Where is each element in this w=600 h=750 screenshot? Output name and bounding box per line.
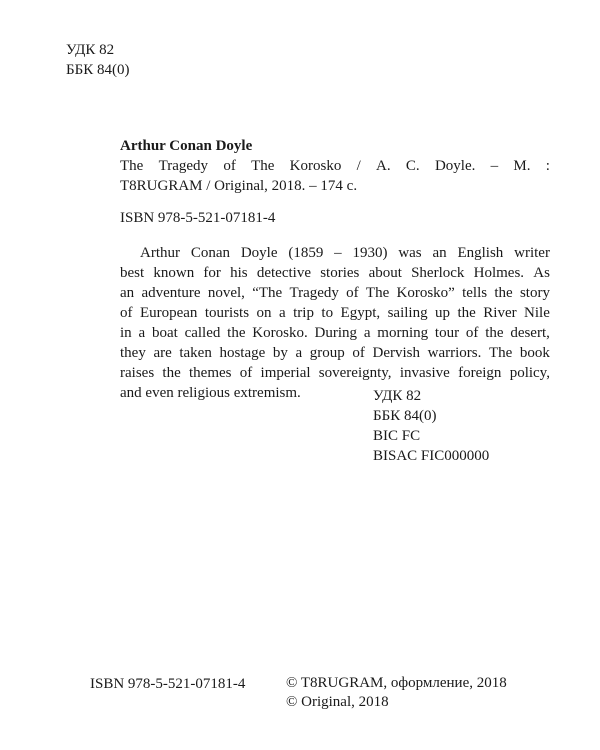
annotation-word: sovereignty,	[318, 365, 392, 381]
annotation-word: –	[334, 245, 342, 261]
annotation	[120, 243, 550, 403]
annotation-word: European	[139, 305, 198, 321]
annotation-word: group	[309, 345, 345, 361]
annotation-word: sailing	[387, 305, 428, 321]
annotation-word: an	[120, 285, 135, 301]
annotation-word: themes	[189, 365, 232, 381]
title-word: The	[120, 158, 144, 174]
annotation-line	[120, 323, 550, 343]
annotation-word: to	[321, 305, 334, 321]
annotation-word: a	[278, 305, 286, 321]
annotation-word: known	[153, 265, 195, 281]
annotation-word: Egypt,	[340, 305, 381, 321]
annotation-word: his	[230, 265, 248, 281]
annotation-word: book	[519, 345, 550, 361]
annotation-word: for	[203, 265, 221, 281]
annotation-word: raises	[120, 365, 155, 381]
annotation-word: the	[227, 325, 246, 341]
annotation-word: of	[120, 305, 133, 321]
copyright-original: © Original, 2018	[286, 694, 389, 710]
annotation-word: story	[519, 285, 550, 301]
udk-code: УДК 82	[66, 42, 115, 58]
annotation-word: by	[272, 345, 288, 361]
annotation-word: a	[138, 325, 146, 341]
annotation-line	[120, 363, 550, 383]
annotation-word: are	[153, 345, 172, 361]
copyright-design: © T8RUGRAM, оформление, 2018	[286, 675, 507, 691]
annotation-word: Holmes.	[473, 265, 525, 281]
annotation-word: stories	[320, 265, 360, 281]
annotation-word: During	[314, 325, 358, 341]
title-word: Korosko	[289, 158, 342, 174]
title-word: The	[251, 158, 275, 174]
annotation-word: a	[295, 345, 303, 361]
annotation-word: 1930)	[352, 245, 388, 261]
bic-code: BIC FC	[373, 428, 421, 444]
annotation-word: of	[352, 345, 365, 361]
annotation-word: “The	[252, 285, 283, 301]
classification-block-right	[373, 386, 489, 466]
annotation-word: was	[398, 245, 422, 261]
annotation-word: detective	[256, 265, 311, 281]
annotation-word: the	[485, 325, 504, 341]
annotation-word: As	[533, 265, 550, 281]
annotation-word: best	[120, 265, 145, 281]
bbk-code: ББК 84(0)	[66, 62, 130, 78]
annotation-word: Dervish	[372, 345, 420, 361]
annotation-word: novel,	[207, 285, 245, 301]
annotation-word: in	[120, 325, 132, 341]
annotation-line	[120, 303, 550, 323]
annotation-word: the	[457, 305, 476, 321]
annotation-word: they	[120, 345, 146, 361]
annotation-word: tour	[434, 325, 460, 341]
annotation-line	[120, 283, 550, 303]
annotation-word: Doyle	[240, 245, 278, 261]
annotation-word: invasive	[399, 365, 450, 381]
annotation-word: the	[494, 285, 513, 301]
annotation-word: morning	[377, 325, 429, 341]
annotation-word: and even religious extremism.	[120, 385, 301, 401]
annotation-word: writer	[514, 245, 550, 261]
annotation-word: boat	[151, 325, 178, 341]
annotation-word: imperial	[260, 365, 311, 381]
footer-copyright	[286, 674, 507, 712]
annotation-word: Korosko”	[396, 285, 455, 301]
annotation-word: policy,	[509, 365, 550, 381]
footer-isbn: ISBN 978-5-521-07181-4	[90, 676, 246, 692]
catalog-record	[120, 136, 550, 403]
author-name: Arthur Conan Doyle	[120, 138, 253, 154]
title-word: Doyle.	[434, 158, 476, 174]
annotation-word: of	[239, 365, 253, 381]
annotation-word: of	[465, 325, 479, 341]
title-word: A.	[376, 158, 391, 174]
isbn-line: ISBN 978-5-521-07181-4	[120, 210, 276, 226]
annotation-word: Korosko.	[252, 325, 308, 341]
annotation-word: Arthur	[140, 245, 180, 261]
annotation-word: The	[488, 345, 513, 361]
annotation-word: tourists	[204, 305, 250, 321]
annotation-word: on	[256, 305, 272, 321]
title-word: of	[223, 158, 236, 174]
annotation-line	[120, 343, 550, 363]
title-word: –	[490, 158, 499, 174]
annotation-word: foreign	[458, 365, 502, 381]
annotation-word: (1859	[288, 245, 324, 261]
annotation-word: The	[365, 285, 390, 301]
annotation-word: Sherlock	[411, 265, 465, 281]
annotation-word: Conan	[190, 245, 230, 261]
annotation-line	[120, 243, 550, 263]
annotation-word: of	[346, 285, 359, 301]
annotation-word: English	[457, 245, 504, 261]
annotation-line	[120, 263, 550, 283]
annotation-word: tells	[462, 285, 488, 301]
udk-code: УДК 82	[373, 388, 422, 404]
annotation-word: an	[432, 245, 447, 261]
title-word: /	[356, 158, 361, 174]
annotation-word: desert,	[510, 325, 550, 341]
annotation-word: taken	[179, 345, 212, 361]
annotation-word: trip	[293, 305, 314, 321]
annotation-word: up	[435, 305, 451, 321]
annotation-word: Tragedy	[289, 285, 339, 301]
classification-block-top	[66, 40, 129, 80]
bbk-code: ББК 84(0)	[373, 408, 437, 424]
annotation-word: Nile	[524, 305, 550, 321]
publisher-line: T8RUGRAM / Original, 2018. – 174 c.	[120, 178, 358, 194]
bisac-code: BISAC FIC000000	[373, 448, 490, 464]
title-word: :	[545, 158, 550, 174]
annotation-word: River	[483, 305, 517, 321]
annotation-word: hostage	[219, 345, 266, 361]
title-word: M.	[513, 158, 531, 174]
annotation-word: the	[162, 365, 181, 381]
title-word: Tragedy	[158, 158, 209, 174]
annotation-word: called	[184, 325, 221, 341]
annotation-word: about	[368, 265, 402, 281]
title-line	[120, 156, 550, 176]
annotation-word: warriors.	[427, 345, 482, 361]
annotation-word: a	[363, 325, 371, 341]
title-word: C.	[405, 158, 420, 174]
annotation-word: adventure	[141, 285, 201, 301]
